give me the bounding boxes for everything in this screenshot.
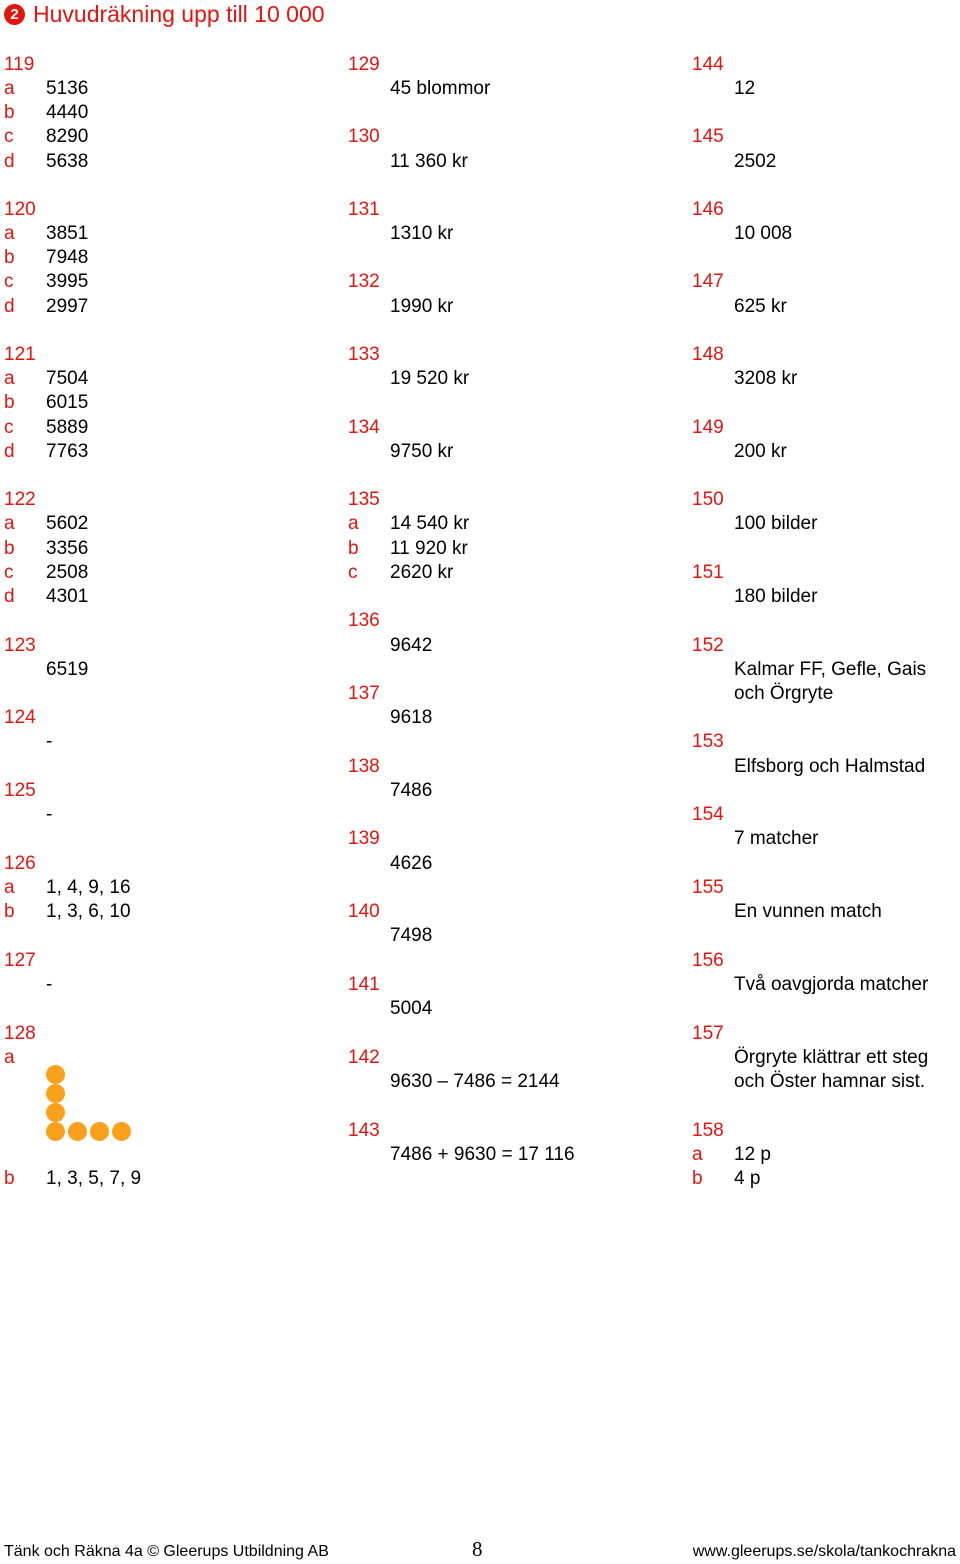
problem-145-number: 145	[692, 126, 724, 147]
problem-126-number: 126	[4, 853, 36, 874]
problem-130-number: 130	[348, 126, 380, 147]
problem-151-answer: 180 bilder	[734, 586, 818, 607]
problem-136-number: 136	[348, 610, 380, 631]
problem-128-a: a	[4, 1047, 15, 1068]
problem-127-answer: -	[46, 974, 53, 995]
problem-152-answer-line1: Kalmar FF, Gefle, Gais	[734, 659, 927, 680]
problem-157-number: 157	[692, 1023, 724, 1044]
problem-144-number: 144	[692, 54, 724, 75]
problem-136-answer: 9642	[390, 635, 433, 656]
problem-138-answer: 7486	[390, 780, 433, 801]
problem-158-b: b 4 p	[692, 1168, 761, 1189]
problem-124-answer: -	[46, 731, 53, 752]
problem-121-a: a 7504	[4, 368, 89, 389]
problem-154-number: 154	[692, 804, 724, 825]
problem-137-number: 137	[348, 683, 380, 704]
problem-158-number: 158	[692, 1120, 724, 1141]
problem-126-a: a 1, 4, 9, 16	[4, 877, 131, 898]
problem-153-answer: Elfsborg och Halmstad	[734, 756, 926, 777]
problem-157-answer-line2: och Öster hamnar sist.	[734, 1071, 926, 1092]
dot	[68, 1122, 87, 1141]
problem-119-b: b 4440	[4, 102, 89, 123]
problem-152-answer-line2: och Örgryte	[734, 683, 834, 704]
dot	[46, 1122, 65, 1141]
problem-142-answer: 9630 – 7486 = 2144	[390, 1071, 560, 1092]
problem-121-number: 121	[4, 344, 36, 365]
problem-133-number: 133	[348, 344, 380, 365]
problem-122-c: c 2508	[4, 562, 89, 583]
problem-149-answer: 200 kr	[734, 441, 787, 462]
problem-127-number: 127	[4, 950, 36, 971]
dot	[46, 1084, 65, 1103]
problem-141-answer: 5004	[390, 998, 433, 1019]
dot	[46, 1103, 65, 1122]
problem-147-answer: 625 kr	[734, 296, 787, 317]
page-number: 8	[472, 1537, 483, 1561]
problem-135-a: a 14 540 kr	[348, 513, 470, 534]
problem-150-number: 150	[692, 489, 724, 510]
problem-122-a: a 5602	[4, 513, 89, 534]
problem-124-number: 124	[4, 707, 36, 728]
problem-146-number: 146	[692, 199, 724, 220]
problem-149-number: 149	[692, 417, 724, 438]
problem-137-answer: 9618	[390, 707, 433, 728]
problem-158-a: a 12 p	[692, 1144, 771, 1165]
problem-121-d: d 7763	[4, 441, 89, 462]
problem-119-d: d 5638	[4, 151, 89, 172]
problem-135-number: 135	[348, 489, 380, 510]
problem-128-number: 128	[4, 1023, 36, 1044]
dot	[46, 1065, 65, 1084]
problem-120-c: c 3995	[4, 271, 89, 292]
problem-153-number: 153	[692, 731, 724, 752]
problem-122-number: 122	[4, 489, 36, 510]
problem-144-answer: 12	[734, 78, 756, 99]
problem-121-b: b 6015	[4, 392, 89, 413]
problem-132-number: 132	[348, 271, 380, 292]
problem-154-answer: 7 matcher	[734, 828, 819, 849]
problem-133-answer: 19 520 kr	[390, 368, 470, 389]
problem-143-number: 143	[348, 1120, 380, 1141]
problem-140-number: 140	[348, 901, 380, 922]
problem-135-b: b 11 920 kr	[348, 538, 468, 559]
problem-120-number: 120	[4, 199, 36, 220]
problem-156-answer: Två oavgjorda matcher	[734, 974, 929, 995]
footer-url: www.gleerups.se/skola/tankochrakna	[692, 1543, 956, 1560]
problem-122-d: d 4301	[4, 586, 89, 607]
problem-126-b: b 1, 3, 6, 10	[4, 901, 131, 922]
problem-142-number: 142	[348, 1047, 380, 1068]
problem-135-c: c 2620 kr	[348, 562, 454, 583]
problem-121-c: c 5889	[4, 417, 89, 438]
dot	[90, 1122, 109, 1141]
problem-120-b: b 7948	[4, 247, 89, 268]
section-title: Huvudräkning upp till 10 000	[33, 0, 325, 27]
problem-148-number: 148	[692, 344, 724, 365]
footer-copyright: Tänk och Räkna 4a © Gleerups Utbildning AB	[4, 1543, 329, 1560]
problem-148-answer: 3208 kr	[734, 368, 798, 389]
problem-131-number: 131	[348, 199, 380, 220]
problem-132-answer: 1990 kr	[390, 296, 454, 317]
problem-125-number: 125	[4, 780, 36, 801]
problem-141-number: 141	[348, 974, 380, 995]
problem-131-answer: 1310 kr	[390, 223, 454, 244]
problem-151-number: 151	[692, 562, 724, 583]
problem-119-a: a 5136	[4, 78, 89, 99]
problem-155-number: 155	[692, 877, 724, 898]
problem-156-number: 156	[692, 950, 724, 971]
problem-129-number: 129	[348, 54, 380, 75]
problem-120-a: a 3851	[4, 223, 89, 244]
problem-139-answer: 4626	[390, 853, 433, 874]
problem-125-answer: -	[46, 804, 53, 825]
problem-140-answer: 7498	[390, 925, 433, 946]
problem-123-number: 123	[4, 635, 36, 656]
problem-147-number: 147	[692, 271, 724, 292]
problem-119-number: 119	[4, 54, 35, 75]
problem-155-answer: En vunnen match	[734, 901, 882, 922]
problem-130-answer: 11 360 kr	[390, 151, 468, 172]
problem-123-answer: 6519	[46, 659, 89, 680]
problem-150-answer: 100 bilder	[734, 513, 818, 534]
problem-134-answer: 9750 kr	[390, 441, 454, 462]
problem-122-b: b 3356	[4, 538, 89, 559]
page-title	[4, 0, 325, 28]
problem-129-answer: 45 blommor	[390, 78, 491, 99]
problem-134-number: 134	[348, 417, 380, 438]
problem-138-number: 138	[348, 756, 380, 777]
problem-120-d: d 2997	[4, 296, 89, 317]
problem-143-answer: 7486 + 9630 = 17 116	[390, 1144, 575, 1165]
section-badge: 2	[4, 4, 25, 25]
dot	[112, 1122, 131, 1141]
problem-128-b: b 1, 3, 5, 7, 9	[4, 1168, 142, 1189]
problem-145-answer: 2502	[734, 151, 777, 172]
problem-119-c: c 8290	[4, 126, 89, 147]
problem-157-answer-line1: Örgryte klättrar ett steg	[734, 1047, 929, 1068]
problem-146-answer: 10 008	[734, 223, 793, 244]
problem-139-number: 139	[348, 828, 380, 849]
problem-152-number: 152	[692, 635, 724, 656]
